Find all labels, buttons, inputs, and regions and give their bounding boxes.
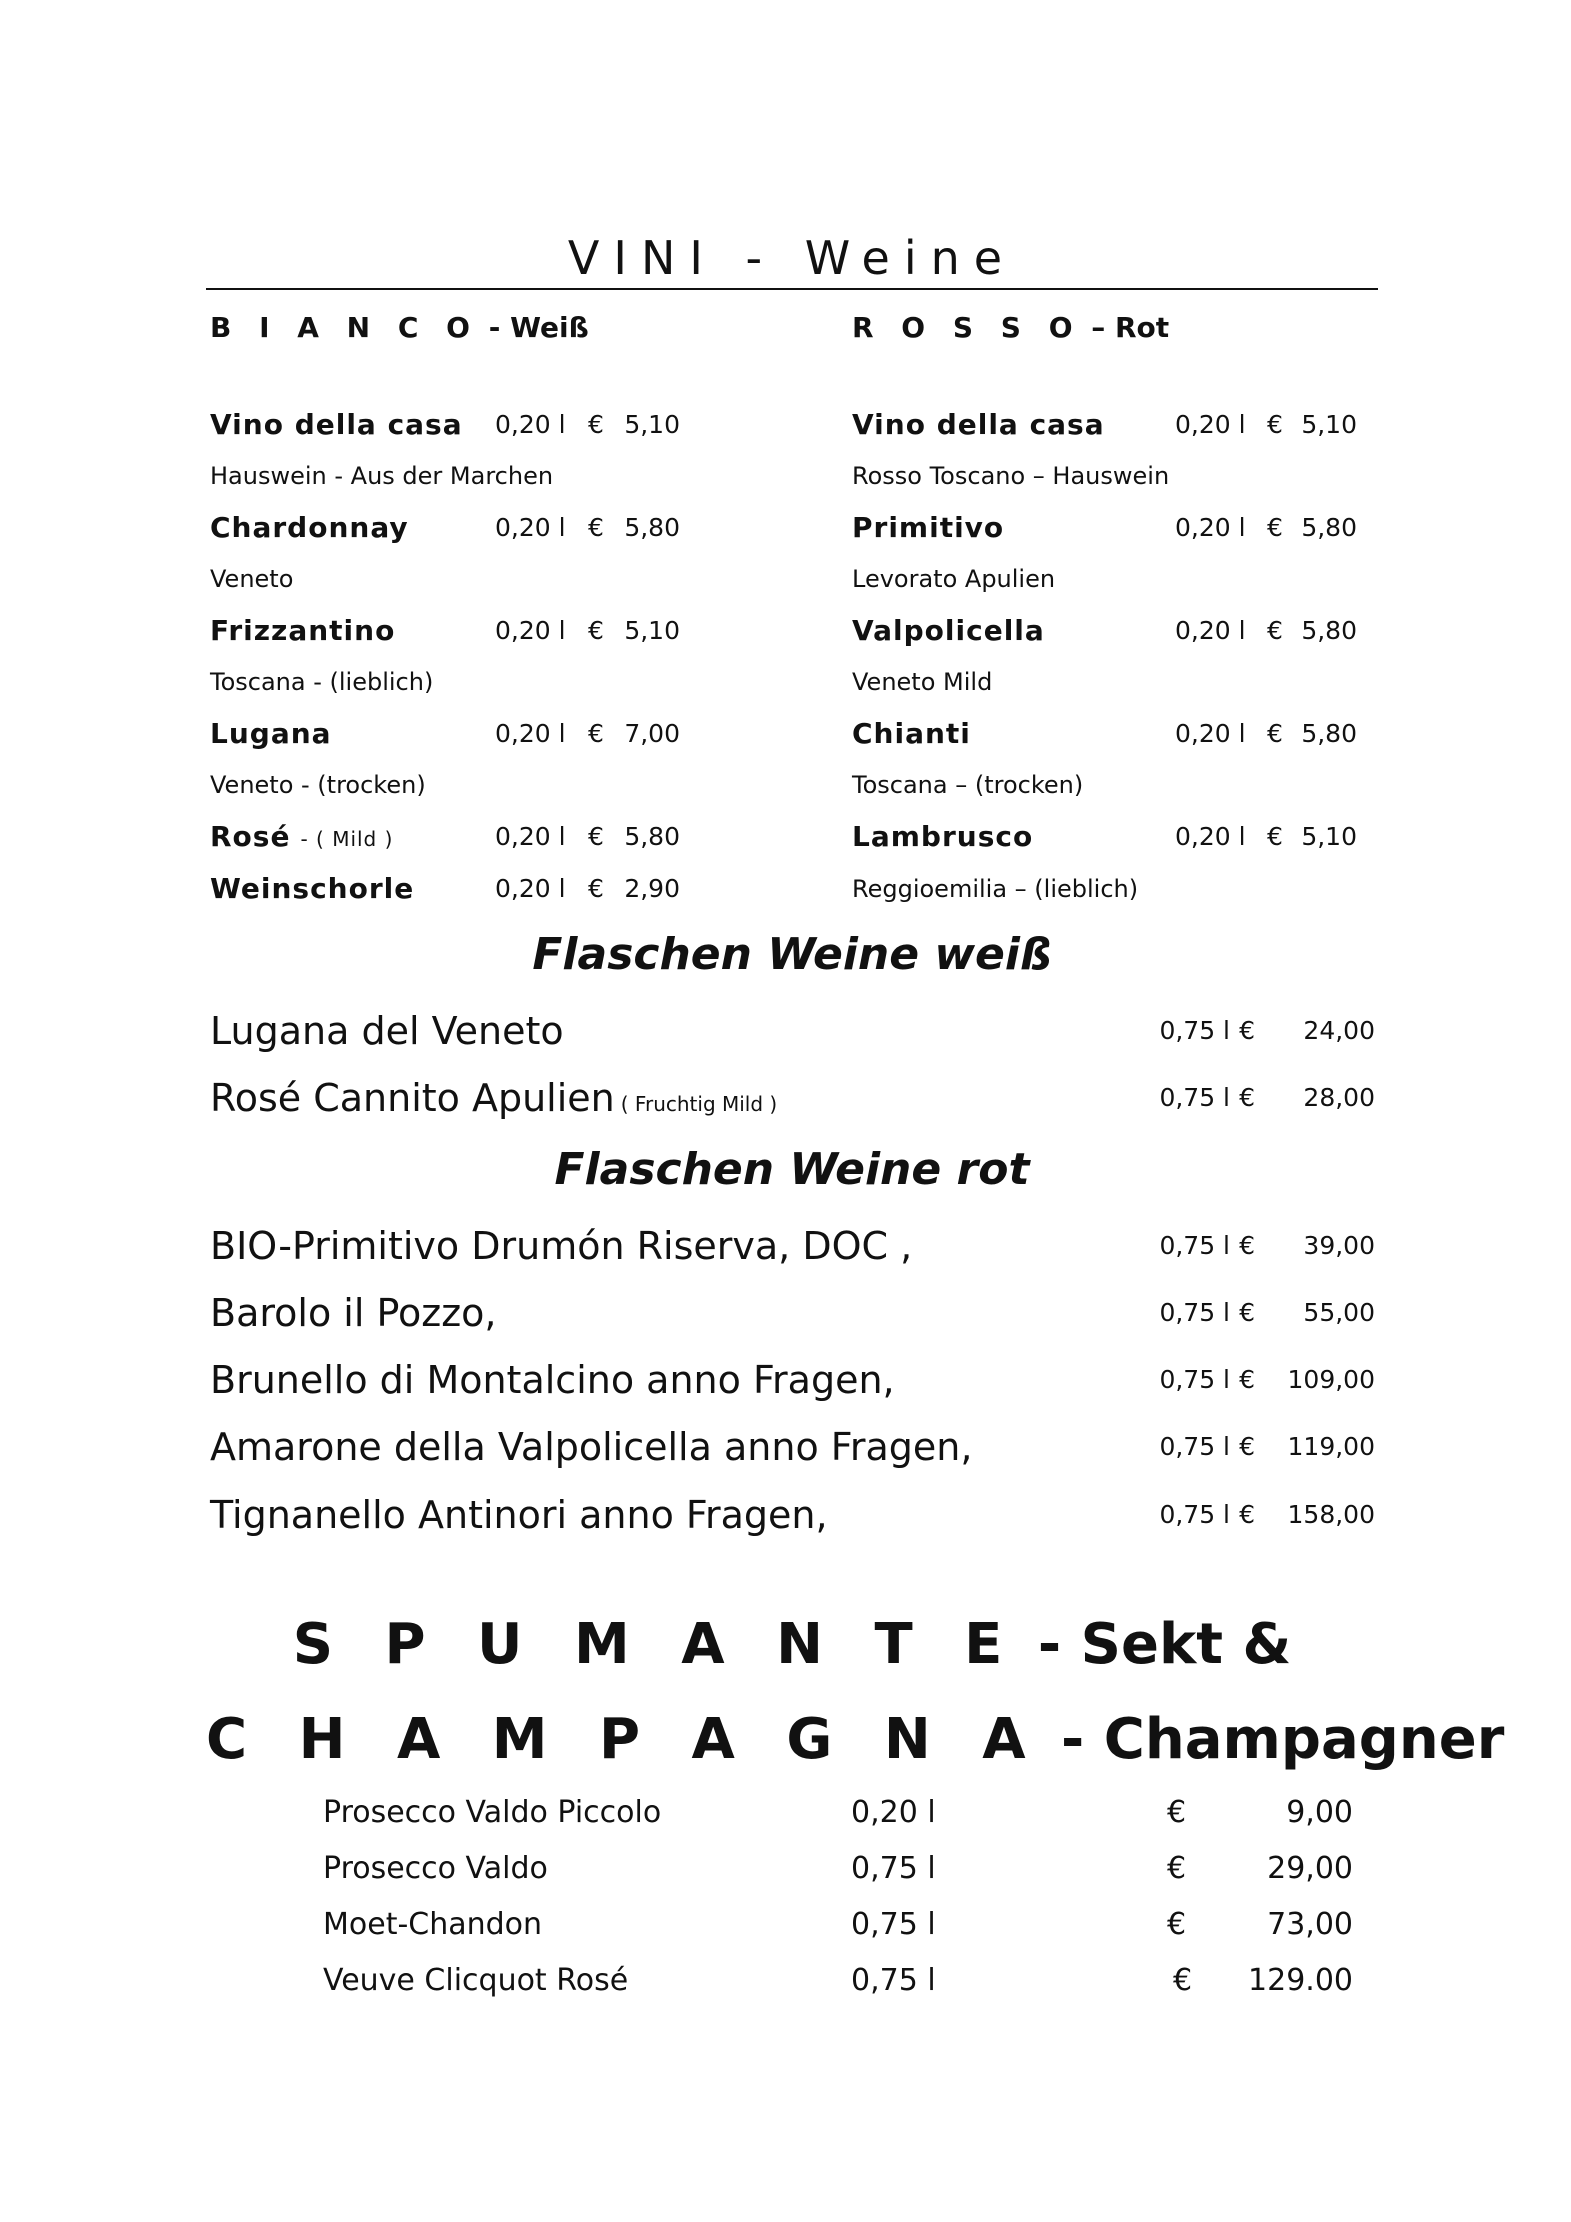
wine-price: 2,90	[624, 874, 680, 903]
wine-name: Primitivo	[852, 511, 1005, 544]
bottle-price: 55,00	[1303, 1298, 1375, 1327]
wine-name: Valpolicella	[852, 614, 1045, 647]
spumante-heading-main: S P U M A N T E	[292, 1612, 1019, 1677]
bottles-red-heading: Flaschen Weine rot	[554, 1144, 1030, 1195]
bottle-red-item	[210, 1287, 1375, 1339]
wine-name: Frizzantino	[210, 614, 396, 647]
bottle-volume: 0,75 l	[1159, 1083, 1230, 1112]
wine-currency: €	[1267, 410, 1283, 439]
rosso-item-desc: Levorato Apulien	[852, 565, 1056, 593]
rosso-item	[852, 817, 1372, 857]
wine-currency: €	[588, 874, 604, 903]
bottle-volume: 0,75 l	[1159, 1432, 1230, 1461]
bottle-price: 39,00	[1303, 1231, 1375, 1260]
rosso-item	[852, 611, 1372, 651]
rosso-item-desc: Rosso Toscano – Hauswein	[852, 462, 1170, 490]
wine-name: Lugana	[210, 717, 332, 750]
bottle-price: 119,00	[1287, 1432, 1375, 1461]
bottle-currency: €	[1239, 1083, 1255, 1112]
wine-volume: 0,20 l	[495, 410, 566, 439]
wine-volume: 0,20 l	[1175, 719, 1246, 748]
bottle-volume: 0,75 l	[1159, 1298, 1230, 1327]
bottle-price: 158,00	[1287, 1500, 1375, 1529]
bianco-item	[210, 869, 690, 909]
bottle-price: 109,00	[1287, 1365, 1375, 1394]
bianco-heading-main: B I A N C O	[210, 311, 479, 344]
rosso-item-desc: Veneto Mild	[852, 668, 993, 696]
wine-currency: €	[588, 616, 604, 645]
wine-volume: 0,20 l	[495, 822, 566, 851]
wine-volume: 0,20 l	[495, 719, 566, 748]
champagna-heading-main: C H A M P A G N A	[206, 1707, 1042, 1772]
title-divider	[206, 288, 1378, 290]
wine-price: 5,80	[624, 513, 680, 542]
wine-price: 7,00	[624, 719, 680, 748]
rosso-item	[852, 714, 1372, 754]
bianco-item	[210, 611, 690, 651]
bianco-item	[210, 817, 690, 857]
wine-volume: 0,20 l	[495, 874, 566, 903]
bottles-white-heading: Flaschen Weine weiß	[532, 929, 1052, 980]
rosso-item-desc: Toscana – (trocken)	[852, 771, 1084, 799]
sparkling-item	[323, 1956, 1353, 2006]
champagna-heading-sub: - Champagner	[1041, 1707, 1505, 1772]
bottle-name: Lugana del Veneto	[210, 1009, 564, 1053]
wine-currency: €	[588, 822, 604, 851]
wine-name	[210, 817, 393, 859]
wine-currency: €	[1267, 513, 1283, 542]
wine-name: Chardonnay	[210, 511, 409, 544]
wine-name: Vino della casa	[852, 408, 1105, 441]
wine-currency: €	[1267, 822, 1283, 851]
bottle-volume: 0,75 l	[1159, 1500, 1230, 1529]
sparkling-name: Moet-Chandon	[323, 1907, 543, 1942]
bottle-red-item	[210, 1354, 1375, 1406]
champagna-heading	[206, 1700, 1505, 1780]
wine-volume: 0,20 l	[495, 616, 566, 645]
bottle-name: Barolo il Pozzo,	[210, 1291, 497, 1335]
sparkling-item	[323, 1788, 1353, 1838]
rosso-heading-main: R O S S O	[852, 311, 1082, 344]
wine-volume: 0,20 l	[1175, 410, 1246, 439]
wine-volume: 0,20 l	[1175, 513, 1246, 542]
bottle-currency: €	[1239, 1016, 1255, 1045]
bianco-item-desc: Hauswein - Aus der Marchen	[210, 462, 554, 490]
wine-currency: €	[1267, 616, 1283, 645]
bottle-currency: €	[1239, 1500, 1255, 1529]
bottle-name: Brunello di Montalcino anno Fragen,	[210, 1358, 895, 1402]
wine-price: 5,10	[1301, 822, 1357, 851]
spumante-heading-sub: - Sekt &	[1018, 1612, 1292, 1677]
wine-price: 5,10	[1301, 410, 1357, 439]
bianco-item-desc: Toscana - (lieblich)	[210, 668, 434, 696]
sparkling-item	[323, 1844, 1353, 1894]
bottle-name-text: Rosé Cannito Apulien	[210, 1076, 615, 1120]
bianco-heading	[210, 308, 589, 348]
sparkling-price: 73,00	[1267, 1907, 1353, 1942]
wine-price: 5,10	[624, 410, 680, 439]
wine-price: 5,80	[1301, 616, 1357, 645]
wine-currency: €	[588, 513, 604, 542]
bottle-volume: 0,75 l	[1159, 1231, 1230, 1260]
bottle-currency: €	[1239, 1231, 1255, 1260]
wine-currency: €	[588, 410, 604, 439]
sparkling-currency: €	[1167, 1907, 1187, 1942]
bottle-currency: €	[1239, 1432, 1255, 1461]
bottle-red-item	[210, 1421, 1375, 1473]
sparkling-currency: €	[1167, 1795, 1187, 1830]
wine-volume: 0,20 l	[1175, 616, 1246, 645]
sparkling-volume: 0,75 l	[851, 1963, 936, 1998]
bianco-heading-sub: Weiß	[510, 311, 589, 344]
wine-name: Vino della casa	[210, 408, 463, 441]
bianco-heading-sep: -	[478, 311, 511, 344]
rosso-heading	[852, 308, 1169, 348]
wine-currency: €	[1267, 719, 1283, 748]
bottle-name	[210, 1072, 777, 1130]
rosso-item	[852, 405, 1372, 445]
bottle-white-item	[210, 1005, 1375, 1057]
sparkling-price: 29,00	[1267, 1851, 1353, 1886]
sparkling-volume: 0,75 l	[851, 1851, 936, 1886]
sparkling-item	[323, 1900, 1353, 1950]
bottle-name: Amarone della Valpolicella anno Fragen,	[210, 1425, 973, 1469]
bottle-currency: €	[1239, 1298, 1255, 1327]
bottle-name: BIO-Primitivo Drumón Riserva, DOC ,	[210, 1224, 913, 1268]
wine-volume: 0,20 l	[495, 513, 566, 542]
bianco-item-desc: Veneto	[210, 565, 294, 593]
wine-note: - ( Mild )	[300, 827, 394, 851]
bottle-name: Tignanello Antinori anno Fragen,	[210, 1493, 828, 1537]
sparkling-name: Prosecco Valdo Piccolo	[323, 1795, 662, 1830]
rosso-heading-sub: Rot	[1115, 311, 1170, 344]
wine-price: 5,10	[624, 616, 680, 645]
sparkling-volume: 0,75 l	[851, 1907, 936, 1942]
rosso-item	[852, 508, 1372, 548]
bottle-price: 28,00	[1303, 1083, 1375, 1112]
rosso-item-desc: Reggioemilia – (lieblich)	[852, 875, 1139, 903]
bottle-price: 24,00	[1303, 1016, 1375, 1045]
bottle-currency: €	[1239, 1365, 1255, 1394]
wine-currency: €	[588, 719, 604, 748]
wine-price: 5,80	[1301, 513, 1357, 542]
sparkling-name: Prosecco Valdo	[323, 1851, 548, 1886]
wine-name-text: Rosé	[210, 820, 291, 853]
sparkling-currency: €	[1173, 1963, 1193, 1998]
sparkling-volume: 0,20 l	[851, 1795, 936, 1830]
bottle-red-item	[210, 1220, 1375, 1272]
wine-price: 5,80	[1301, 719, 1357, 748]
rosso-heading-sep: –	[1081, 311, 1115, 344]
bottle-note: ( Fruchtig Mild )	[620, 1092, 778, 1116]
bianco-item	[210, 714, 690, 754]
sparkling-currency: €	[1167, 1851, 1187, 1886]
bottle-volume: 0,75 l	[1159, 1016, 1230, 1045]
bianco-item	[210, 405, 690, 445]
wine-name: Chianti	[852, 717, 971, 750]
wine-price: 5,80	[624, 822, 680, 851]
sparkling-name: Veuve Clicquot Rosé	[323, 1963, 629, 1998]
bianco-item	[210, 508, 690, 548]
spumante-heading	[206, 1605, 1378, 1685]
bianco-item-desc: Veneto - (trocken)	[210, 771, 426, 799]
sparkling-price: 129.00	[1248, 1963, 1353, 1998]
bottle-white-item	[210, 1072, 1375, 1124]
wine-name: Weinschorle	[210, 872, 415, 905]
bottle-volume: 0,75 l	[1159, 1365, 1230, 1394]
wine-volume: 0,20 l	[1175, 822, 1246, 851]
page-title: VINI - Weine	[567, 231, 1017, 285]
wine-name: Lambrusco	[852, 820, 1034, 853]
sparkling-price: 9,00	[1286, 1795, 1353, 1830]
bottle-red-item	[210, 1489, 1375, 1541]
